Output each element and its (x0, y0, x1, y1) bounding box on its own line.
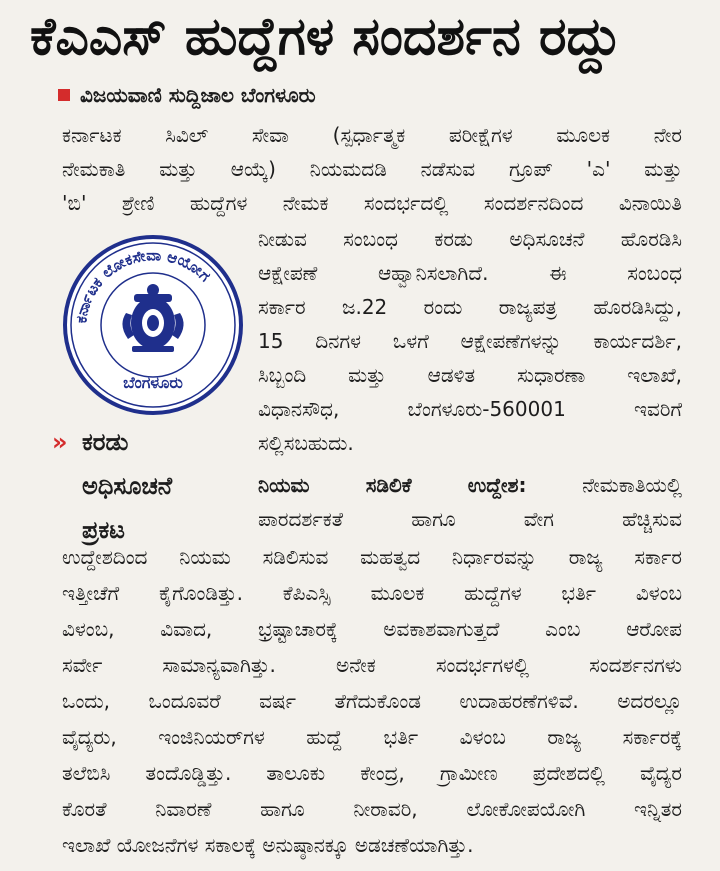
body-line: ಕೊರತೆ ನಿವಾರಣೆ ಹಾಗೂ ನೀರಾವರಿ, ಲೋಕೋಪಯೋಗಿ ಇನ್ನಿತರ (62, 797, 682, 821)
body-line: 'ಬಿ' ಶ್ರೇಣಿ ಹುದ್ದೆಗಳ ನೇಮಕ ಸಂದರ್ಭದಲ್ಲಿ ಸಂದರ್ಶನದಿಂದ ವಿನಾಯಿತಿ (62, 191, 682, 215)
body-line: ವೈದ್ಯರು, ಇಂಜಿನಿಯರ್‌ಗಳ ಹುದ್ದೆ ಭರ್ತಿ ವಿಳಂಬ ರಾಜ್ಯ ಸರ್ಕಾರಕ್ಕೆ (62, 725, 682, 749)
seal-bottom-text: ಬೆಂಗಳೂರು (123, 373, 183, 392)
body-line: ಇಲಾಖೆ ಯೋಜನೆಗಳ ಸಕಾಲಕ್ಕೆ ಅನುಷ್ಠಾನಕ್ಕೂ ಅಡಚಣೆಯಾಗಿತ್ತು. (62, 833, 474, 857)
body-line: ಪಾರದರ್ಶಕತೆ ಹಾಗೂ ವೇಗ ಹೆಚ್ಚಿಸುವ (258, 507, 682, 531)
body-line: ಸಲ್ಲಿಸಬಹುದು. (258, 431, 354, 455)
body-line: ಒಂದು, ಒಂದೂವರೆ ವರ್ಷ ತೆಗೆದುಕೊಂಡ ಉದಾಹರಣೆಗಳಿವೆ. ಅದರಲ್ಲೂ (62, 689, 682, 713)
pullquote-line: ಅಧಿಸೂಚನೆ (82, 472, 173, 500)
body-line: ಉದ್ದೇಶದಿಂದ ನಿಯಮ ಸಡಿಲಿಸುವ ಮಹತ್ವದ ನಿರ್ಧಾರವನ್ನು ರಾಜ್ಯ ಸರ್ಕಾರ (62, 545, 682, 569)
pullquote-line: » ಕರಡು (52, 420, 242, 464)
byline-marker-square (58, 89, 70, 101)
pullquote-line: ಪ್ರಕಟ (82, 516, 125, 544)
body-line: ನೇಮಕಾತಿ ಮತ್ತು ಆಯ್ಕೆ) ನಿಯಮದಡಿ ನಡೆಸುವ ಗ್ರೂಪ್ 'ಎ' ಮತ್ತು (62, 157, 682, 181)
chevron-right-icon: » (52, 428, 68, 456)
byline-text: ವಿಜಯವಾಣಿ ಸುದ್ದಿಜಾಲ ಬೆಂಗಳೂರು (80, 83, 316, 107)
subhead: ನಿಯಮ ಸಡಿಲಿಕೆ ಉದ್ದೇಶ: (258, 473, 527, 497)
body-line: ಇತ್ತೀಚೆಗೆ ಕೈಗೊಂಡಿತ್ತು. ಕೆಪಿಎಸ್ಸಿ ಮೂಲಕ ಹುದ್ದೆಗಳ ಭರ್ತಿ ವಿಳಂಬ (62, 581, 682, 605)
kpsc-seal-logo (56, 228, 246, 418)
body-line: ವಿಧಾನಸೌಧ, ಬೆಂಗಳೂರು-560001 ಇವರಿಗೆ (258, 397, 682, 421)
body-line: ಸರ್ಕಾರ ಜ.22 ರಂದು ರಾಜ್ಯಪತ್ರ ಹೊರಡಿಸಿದ್ದು, (258, 295, 682, 319)
byline (58, 80, 316, 110)
headline: ಕೆಎಎಸ್ ಹುದ್ದೆಗಳ ಸಂದರ್ಶನ ರದ್ದು (30, 7, 622, 67)
body-line: ಕರ್ನಾಟಕ ಸಿವಿಲ್ ಸೇವಾ (ಸ್ಪರ್ಧಾತ್ಮಕ ಪರೀಕ್ಷೆಗಳ ಮೂಲಕ ನೇರ (62, 123, 682, 147)
subhead-line (258, 468, 682, 502)
body-line: ಆಕ್ಷೇಪಣೆ ಆಹ್ವಾನಿಸಲಾಗಿದೆ. ಈ ಸಂಬಂಧ (258, 261, 682, 285)
body-line: ಸಿಬ್ಬಂದಿ ಮತ್ತು ಆಡಳಿತ ಸುಧಾರಣಾ ಇಲಾಖೆ, (258, 363, 682, 387)
subhead-rest: ನೇಮಕಾತಿಯಲ್ಲಿ (582, 473, 682, 497)
body-line: ವಿಳಂಬ, ವಿವಾದ, ಭ್ರಷ್ಟಾಚಾರಕ್ಕೆ ಅವಕಾಶವಾಗುತ್ತದೆ ಎಂಬ ಆರೋಪ (62, 617, 682, 641)
body-line: ಸರ್ವೇ ಸಾಮಾನ್ಯವಾಗಿತ್ತು. ಅನೇಕ ಸಂದರ್ಭಗಳಲ್ಲಿ ಸಂದರ್ಶನಗಳು (62, 653, 682, 677)
seal-arc-text: ಕರ್ನಾಟಕ ಲೋಕಸೇವಾ ಆಯೋಗ (72, 246, 214, 325)
body-line: ತಲೆಬಿಸಿ ತಂದೊಡ್ಡಿತ್ತು. ತಾಲೂಕು ಕೇಂದ್ರ, ಗ್ರಾಮೀಣ ಪ್ರದೇಶದಲ್ಲಿ ವೈದ್ಯರ (62, 761, 682, 785)
pullquote (52, 420, 242, 552)
body-line: 15 ದಿನಗಳ ಒಳಗೆ ಆಕ್ಷೇಪಣೆಗಳನ್ನು ಕಾರ್ಯದರ್ಶಿ, (258, 329, 682, 353)
body-line: ನೀಡುವ ಸಂಬಂಧ ಕರಡು ಅಧಿಸೂಚನೆ ಹೊರಡಿಸಿ (258, 227, 682, 251)
